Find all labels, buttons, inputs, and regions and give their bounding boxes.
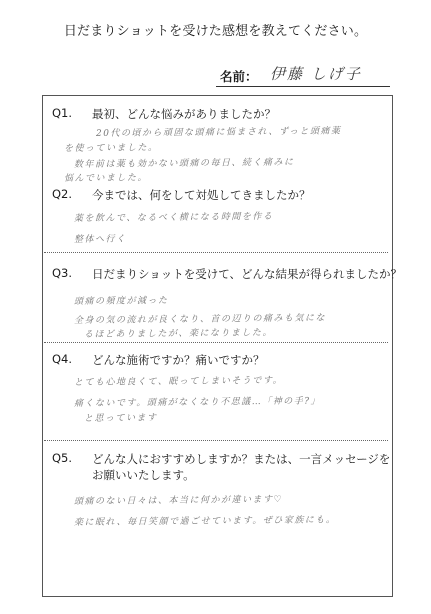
- question-number: Q4.: [52, 352, 73, 366]
- question-number: Q5.: [52, 451, 73, 465]
- question-text: 今までは、何をして対処してきましたか？: [92, 188, 311, 202]
- name-handwriting: 伊藤 しげ子: [270, 65, 362, 83]
- question-text: どんな施術ですか？痛いですか？: [92, 353, 265, 367]
- answer-line: 全身の気の流れが良くなり、首の辺りの痛みも気にな: [73, 313, 327, 326]
- section-divider: [44, 342, 388, 343]
- answer-line: 数年前は薬も効かない頭痛の毎日、続く痛みに: [73, 157, 295, 170]
- question-text: どんな人におすすめしますか？または、一言メッセージを: [92, 452, 391, 466]
- answer-line: 20代の頃から頑固な頭痛に悩まされ、ずっと頭痛薬: [95, 126, 342, 139]
- answer-line: 整体へ行く: [73, 234, 127, 245]
- answer-line: 痛くないです。頭痛がなくなり不思議…「神の手?」: [73, 396, 322, 409]
- page-title: 日だまりショットを受けた感想を教えてください。: [63, 24, 368, 39]
- question-5-continuation: お願いいたします。: [92, 468, 195, 482]
- answer-line: るほどありましたが、楽になりました。: [83, 328, 274, 340]
- question-number: Q3.: [52, 266, 73, 280]
- question-text: 最初、どんな悩みがありましたか？: [92, 107, 276, 121]
- question-number: Q1.: [52, 106, 73, 120]
- answer-line: 頭痛の頻度が減った: [73, 296, 169, 307]
- section-divider: [44, 252, 388, 253]
- question-text: 日だまりショットを受けて、どんな結果が得られましたか？: [92, 267, 403, 281]
- answer-line: を使っていました。: [63, 143, 159, 154]
- name-row: [216, 64, 390, 87]
- answer-line: 薬を飲んで、なるべく横になる時間を作る: [73, 211, 274, 224]
- section-divider: [44, 440, 388, 441]
- answer-line: 頭痛のない日々は、本当に何かが違います♡: [73, 494, 284, 507]
- name-label: 名前：: [220, 69, 258, 84]
- answer-line: とても心地良くて、眠ってしまいそうです。: [73, 375, 284, 388]
- question-number: Q2.: [52, 187, 73, 201]
- answer-line: 楽に眠れ、毎日笑顔で過ごせています。ぜひ家族にも。: [73, 515, 337, 528]
- answer-line: と思っています: [83, 413, 158, 424]
- answer-line: 悩んでいました。: [63, 173, 149, 184]
